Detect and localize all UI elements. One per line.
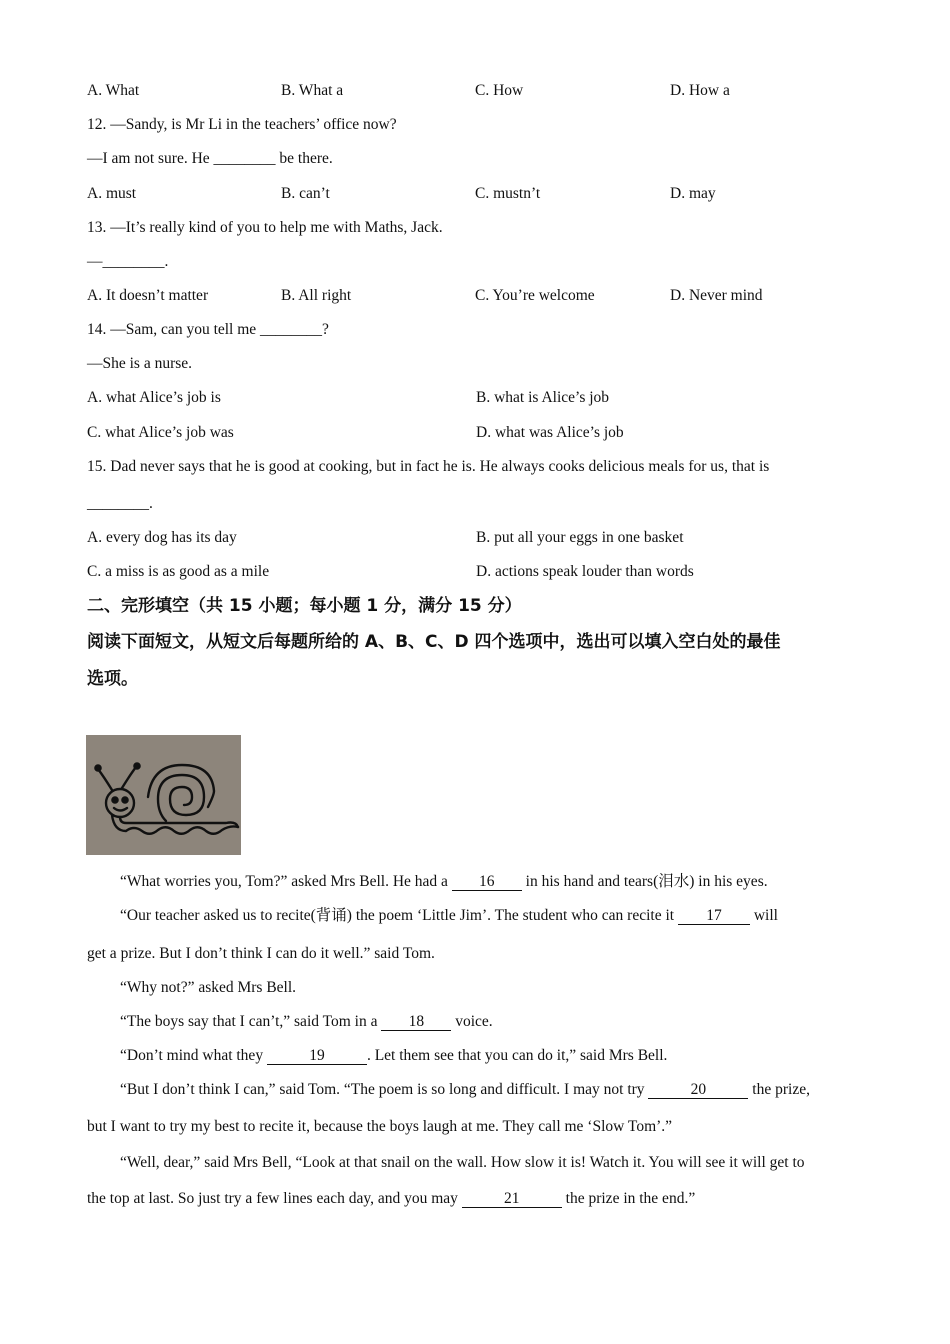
q12-stem: 12. —Sandy, is Mr Li in the teachers’ office now? bbox=[87, 116, 397, 133]
q15-option-c: C. a miss is as good as a mile bbox=[87, 563, 270, 580]
passage-paragraph-3: “Why not?” asked Mrs Bell. bbox=[120, 979, 297, 996]
passage-paragraph-1 bbox=[87, 872, 895, 892]
q15-stem-end: ________. bbox=[87, 495, 153, 512]
passage-text: the prize in the end.” bbox=[561, 1190, 696, 1207]
passage-paragraph-4 bbox=[87, 1012, 895, 1032]
section2-instruction-line2: 选项。 bbox=[87, 669, 138, 689]
blank-19[interactable]: 19 bbox=[267, 1048, 367, 1065]
q12-option-d: D. may bbox=[670, 185, 716, 202]
passage-text: voice. bbox=[451, 1013, 493, 1030]
q11-option-a: A. What bbox=[87, 82, 140, 99]
blank-16[interactable]: 16 bbox=[452, 874, 522, 891]
q13-option-d: D. Never mind bbox=[670, 287, 763, 304]
section2-instruction-line1: 阅读下面短文，从短文后每题所给的 A、B、C、D 四个选项中，选出可以填入空白处的最佳 bbox=[87, 632, 781, 652]
q15-stem: 15. Dad never says that he is good at cooking, but in fact he is. He always cooks delicious meals for us, that is bbox=[87, 458, 770, 475]
blank-20[interactable]: 20 bbox=[648, 1082, 748, 1099]
blank-17[interactable]: 17 bbox=[678, 908, 750, 925]
passage-text: “But I don’t think I can,” said Tom. “The poem is so long and difficult. I may not try bbox=[120, 1081, 649, 1098]
passage-paragraph-6-cont: but I want to try my best to recite it, because the boys laugh at me. They call me ‘Slow Tom’.” bbox=[87, 1118, 673, 1135]
q14-option-d: D. what was Alice’s job bbox=[476, 424, 624, 441]
q13-option-c: C. You’re welcome bbox=[475, 287, 595, 304]
passage-text: in his hand and tears(泪水) in his eyes. bbox=[521, 873, 768, 890]
passage-paragraph-2-cont: get a prize. But I don’t think I can do it well.” said Tom. bbox=[87, 945, 435, 962]
passage-text: the top at last. So just try a few lines each day, and you may bbox=[87, 1190, 462, 1207]
passage-text: the prize, bbox=[748, 1081, 810, 1098]
q15-option-a: A. every dog has its day bbox=[87, 529, 237, 546]
passage-paragraph-2 bbox=[87, 906, 895, 926]
q14-option-c: C. what Alice’s job was bbox=[87, 424, 234, 441]
q15-option-d: D. actions speak louder than words bbox=[476, 563, 694, 580]
passage-paragraph-7: “Well, dear,” said Mrs Bell, “Look at that snail on the wall. How slow it is! Watch it. You will see it will get to bbox=[120, 1154, 805, 1171]
q12-option-a: A. must bbox=[87, 185, 137, 202]
q12-reply: —I am not sure. He ________ be there. bbox=[87, 150, 333, 167]
q15-option-b: B. put all your eggs in one basket bbox=[476, 529, 684, 546]
q14-option-a: A. what Alice’s job is bbox=[87, 389, 221, 406]
q14-option-b: B. what is Alice’s job bbox=[476, 389, 610, 406]
passage-text: “Don’t mind what they bbox=[120, 1047, 267, 1064]
q12-option-c: C. mustn’t bbox=[475, 185, 541, 202]
passage-text: . Let them see that you can do it,” said Mrs Bell. bbox=[366, 1047, 668, 1064]
q12-option-b: B. can’t bbox=[281, 185, 330, 202]
passage-paragraph-6 bbox=[87, 1080, 895, 1100]
q14-stem: 14. —Sam, can you tell me ________? bbox=[87, 321, 329, 338]
blank-18[interactable]: 18 bbox=[381, 1014, 451, 1031]
q11-option-c: C. How bbox=[475, 82, 524, 99]
q14-reply: —She is a nurse. bbox=[87, 355, 193, 372]
q13-option-b: B. All right bbox=[281, 287, 352, 304]
passage-text: “What worries you, Tom?” asked Mrs Bell. He had a bbox=[120, 873, 452, 890]
section2-title: 二、完形填空（共 15 小题；每小题 1 分，满分 15 分） bbox=[87, 596, 522, 616]
passage-paragraph-7-cont bbox=[87, 1189, 862, 1209]
passage-paragraph-5 bbox=[87, 1046, 895, 1066]
q11-option-d: D. How a bbox=[670, 82, 730, 99]
passage-text: “The boys say that I can’t,” said Tom in a bbox=[120, 1013, 382, 1030]
q13-option-a: A. It doesn’t matter bbox=[87, 287, 209, 304]
passage-text: “Our teacher asked us to recite(背诵) the poem ‘Little Jim’. The student who can recite it bbox=[120, 907, 678, 924]
q11-option-b: B. What a bbox=[281, 82, 344, 99]
q13-stem: 13. —It’s really kind of you to help me with Maths, Jack. bbox=[87, 219, 443, 236]
q13-reply: —________. bbox=[87, 253, 169, 270]
snail-illustration bbox=[86, 735, 241, 855]
blank-21[interactable]: 21 bbox=[462, 1191, 562, 1208]
passage-text: will bbox=[749, 907, 778, 924]
